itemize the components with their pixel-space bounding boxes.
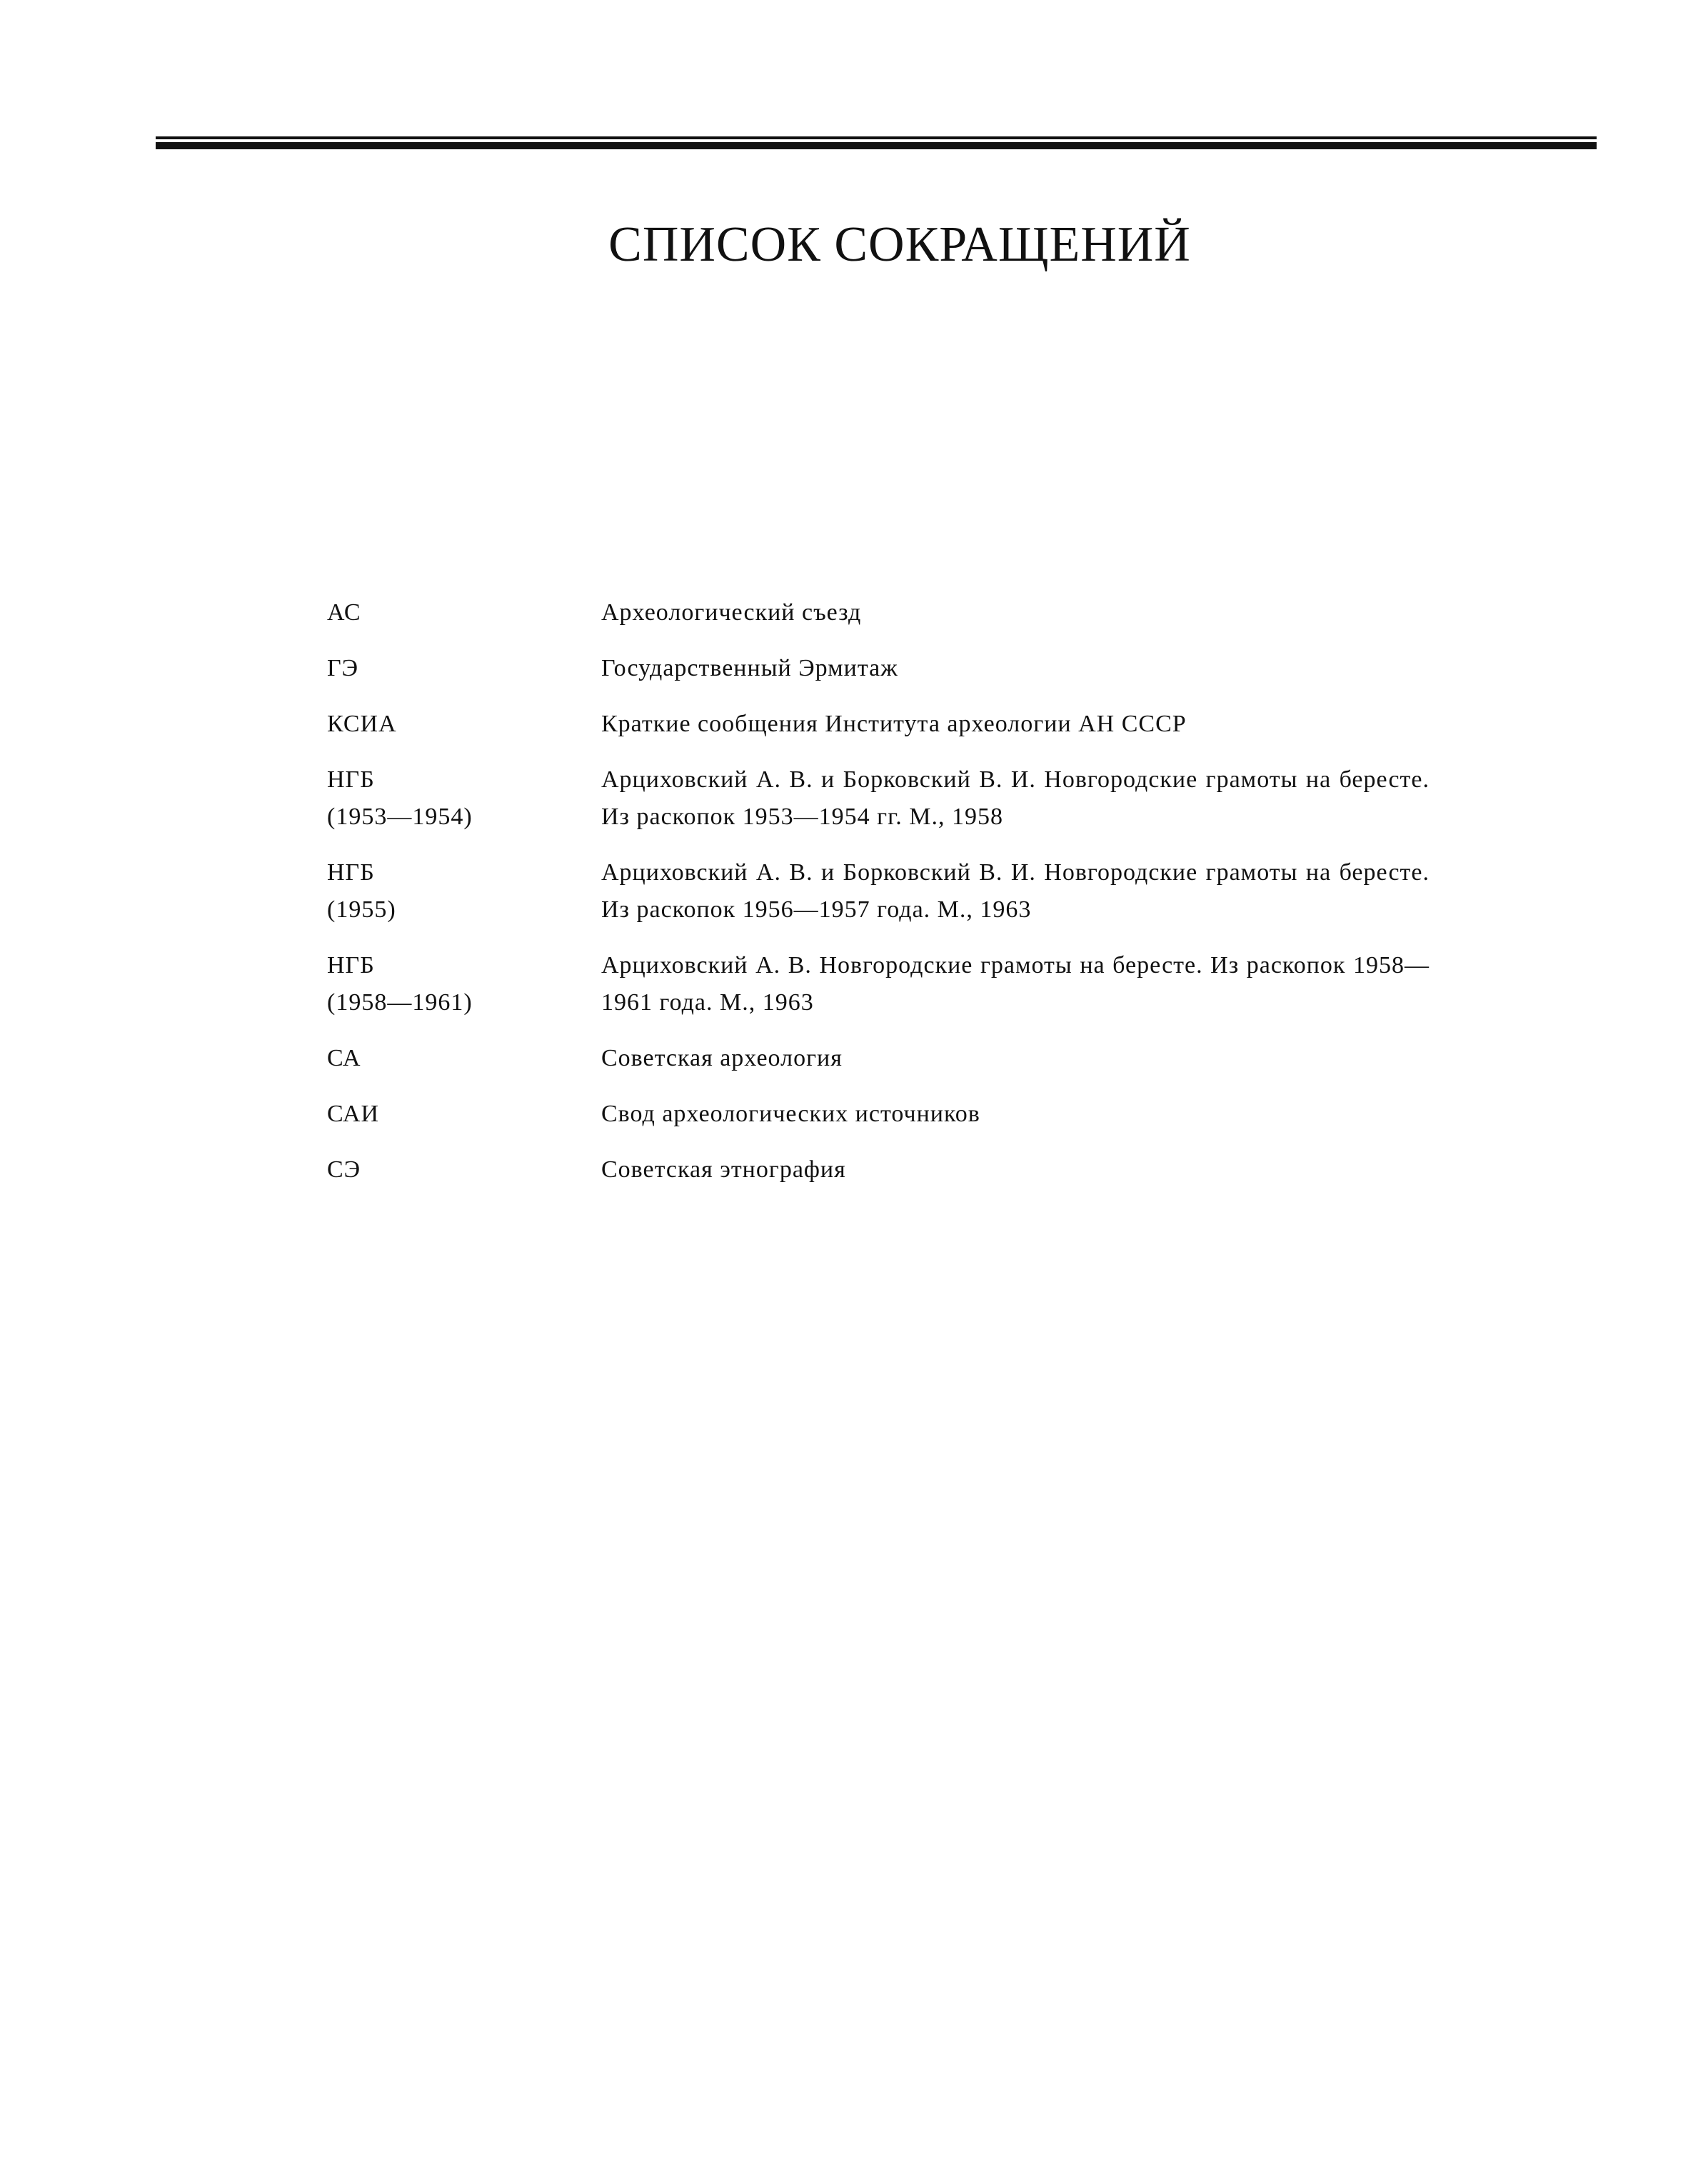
abbreviation-description: Свод археологических источников <box>601 1101 980 1127</box>
abbreviation-description: Арциховский А. В. и Борковский В. И. Новгородские грамоты на бересте. Из раскопок 1956—1957 года. М., 1963 <box>601 859 1430 923</box>
abbreviation-description: Краткие сообщения Института археологии АН СССР <box>601 711 1187 737</box>
abbreviations-list <box>327 594 1441 1207</box>
abbreviation-entry <box>327 761 1441 836</box>
abbreviation-entry <box>327 594 1441 631</box>
abbreviation: САИ <box>327 1101 380 1127</box>
page-title: СПИСОК СОКРАЩЕНИЙ <box>608 217 1191 272</box>
abbreviation-description: Арциховский А. В. Новгородские грамоты на бересте. Из раскопок 1958—1961 года. М., 1963 <box>601 952 1430 1016</box>
abbreviation-entry <box>327 1151 1441 1188</box>
abbreviation: НГБ (1953—1954) <box>327 766 473 830</box>
abbreviation-entry <box>327 854 1441 929</box>
abbreviation-description: Арциховский А. В. и Борковский В. И. Новгородские грамоты на бересте. Из раскопок 1953—1954 гг. М., 1958 <box>601 766 1430 830</box>
abbreviation-description: Археологический съезд <box>601 599 862 626</box>
abbreviation: СА <box>327 1045 361 1071</box>
abbreviation-entry <box>327 650 1441 687</box>
abbreviation-description: Советская археология <box>601 1045 843 1071</box>
abbreviation: КСИА <box>327 711 397 737</box>
abbreviation-description: Советская этнография <box>601 1156 846 1183</box>
header-rule-thin <box>156 136 1597 139</box>
header-rule-thick <box>156 142 1597 149</box>
abbreviation-entry <box>327 706 1441 743</box>
abbreviation: НГБ (1958—1961) <box>327 952 473 1016</box>
abbreviation: НГБ (1955) <box>327 859 396 923</box>
abbreviation-entry <box>327 947 1441 1021</box>
abbreviation: АС <box>327 599 361 626</box>
abbreviation-entry <box>327 1040 1441 1077</box>
abbreviation: СЭ <box>327 1156 361 1183</box>
abbreviation: ГЭ <box>327 655 359 681</box>
abbreviation-description: Государственный Эрмитаж <box>601 655 898 681</box>
abbreviation-entry <box>327 1096 1441 1133</box>
